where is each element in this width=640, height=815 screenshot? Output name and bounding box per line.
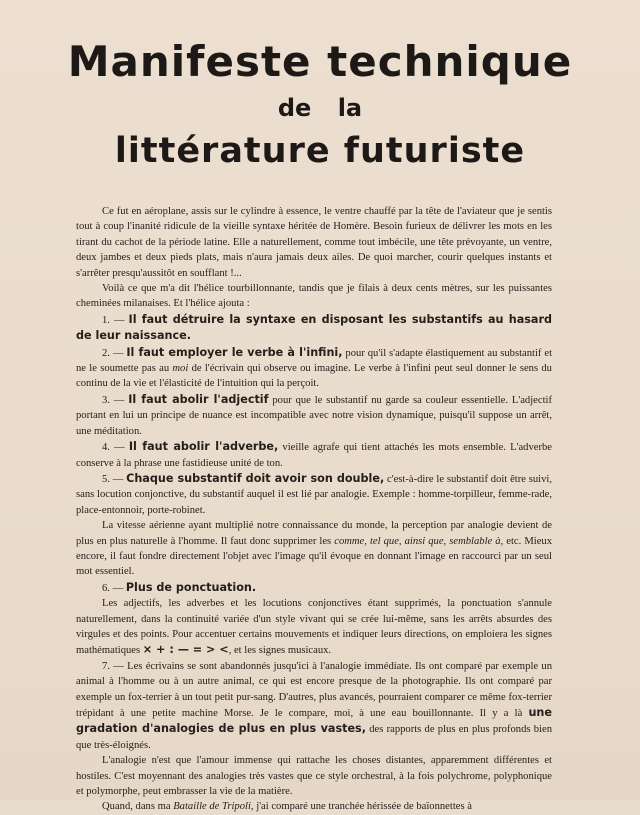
paragraph-analogy-love: L'analogie n'est que l'amour immense qui rattache les choses distantes, apparemment différentes et hostiles. C'est moyennant des analogies très vastes que ce style orchestral, à la fois polychrome, polyphonique et polymorphe, peut embrasser la vie de la matière.	[76, 755, 552, 798]
paragraph-tripoli: Quand, dans ma Bataille de Tripoli, j'ai comparé une tranchée hérissée de baïonnettes à	[102, 801, 472, 813]
rule-3: 3. — Il faut abolir l'adjectif pour que le substantif nu garde sa couleur essentielle. L'adjectif portant en lui un principe de nuance est incompatible avec notre vision dynamique, puisqu'il suppose un arrêt, une méditation.	[76, 392, 552, 437]
rule-1: 1. — Il faut détruire la syntaxe en disposant les substantifs au hasard de leur naissance.	[76, 312, 552, 343]
paragraph-intro: Ce fut en aéroplane, assis sur le cylindre à essence, le ventre chauffé par la tête de l'aviateur que je sentis tout à coup l'inanité ridicule de la vieille syntaxe héritée de Homère. Besoin furieux de délivrer les mots en les tirant du cachot de la période latine. Elle a naturellement, comme tout imbécile, une tête prévoyante, un ventre, deux jambes et deux pieds plats, mais n'aura jamais deux ailes. De quoi marcher, courir quelques instants et s'arrêter presqu'aussitôt en soufflant !...	[76, 206, 552, 279]
title-block	[0, 36, 640, 174]
rule-2: 2. — Il faut employer le verbe à l'infini, pour qu'il s'adapte élastiquement au substantif et ne le soumette pas au moi de l'écrivain qui observe ou imagine. Le verbe à l'infini peut seul donner le sens du continu de la vie et l'élasticité de l'intuition qui la perçoit.	[76, 345, 553, 390]
rule-6: 6. — Plus de ponctuation.	[102, 580, 257, 594]
math-signs: × + : — = > <	[142, 643, 229, 657]
title-line-1: Manifeste technique	[67, 37, 573, 86]
rule-7: 7. — Les écrivains se sont abandonnés jusqu'ici à l'analogie immédiate. Ils ont comparé par exemple un animal à l'homme ou à un autre animal, ce qui est encore presque de la photographie. Ils ont comparé par exemple un fox-terrier à un tout petit pur-sang. D'autres, plus avancés, pourraient comparer ce même fox-terrier trépidant à une petite machine Morse. Je le compare, moi, à une eau bouillonnante. Il y a là une gradation d'analogies de plus en plus vastes, des rapports de plus en plus profonds bien que très-éloignés.	[76, 660, 552, 751]
title-line-2: de la	[277, 94, 363, 122]
rule-4: 4. — Il faut abolir l'adverbe, vieille agrafe qui tient attachés les mots ensemble. L'adverbe conserve à la phrase une fastidieuse unité de ton.	[76, 440, 552, 469]
paragraph-analogy-speed: La vitesse aérienne ayant multiplié notre connaissance du monde, la perception par analogie devient de plus en plus naturelle à l'homme. Il faut donc supprimer les comme, tel que, ainsi que, semblable à, etc. Mieux encore, il faut fondre directement l'objet avec l'image qu'il évoque en donnant l'image en raccourci par un seul mot essentiel.	[76, 520, 553, 578]
title-line-3: littérature futuriste	[114, 131, 526, 171]
paragraph-punctuation: Les adjectifs, les adverbes et les locutions conjonctives étant supprimés, la ponctuation s'annule naturellement, dans la continuité variée d'un style vivant qui se crée lui-même, sans les arrêts absurdes des virgules et des points. Pour accentuer certains mouvements et indiquer leurs directions, on emploiera les signes mathématiques × + : — = > <, et les signes musicaux.	[76, 598, 552, 657]
body-text	[76, 204, 552, 815]
rule-5: 5. — Chaque substantif doit avoir son double, c'est-à-dire le substantif doit être suivi, sans locution conjonctive, du substantif auquel il est lié par analogie. Exemple : homme-torpilleur, femme-rade, place-entonnoir, porte-robinet.	[76, 471, 552, 516]
paragraph-propeller: Voilà ce que m'a dit l'hélice tourbillonnante, tandis que je filais à deux cents mètres, sur les puissantes cheminées milanaises. Et l'hélice ajouta :	[76, 283, 552, 310]
